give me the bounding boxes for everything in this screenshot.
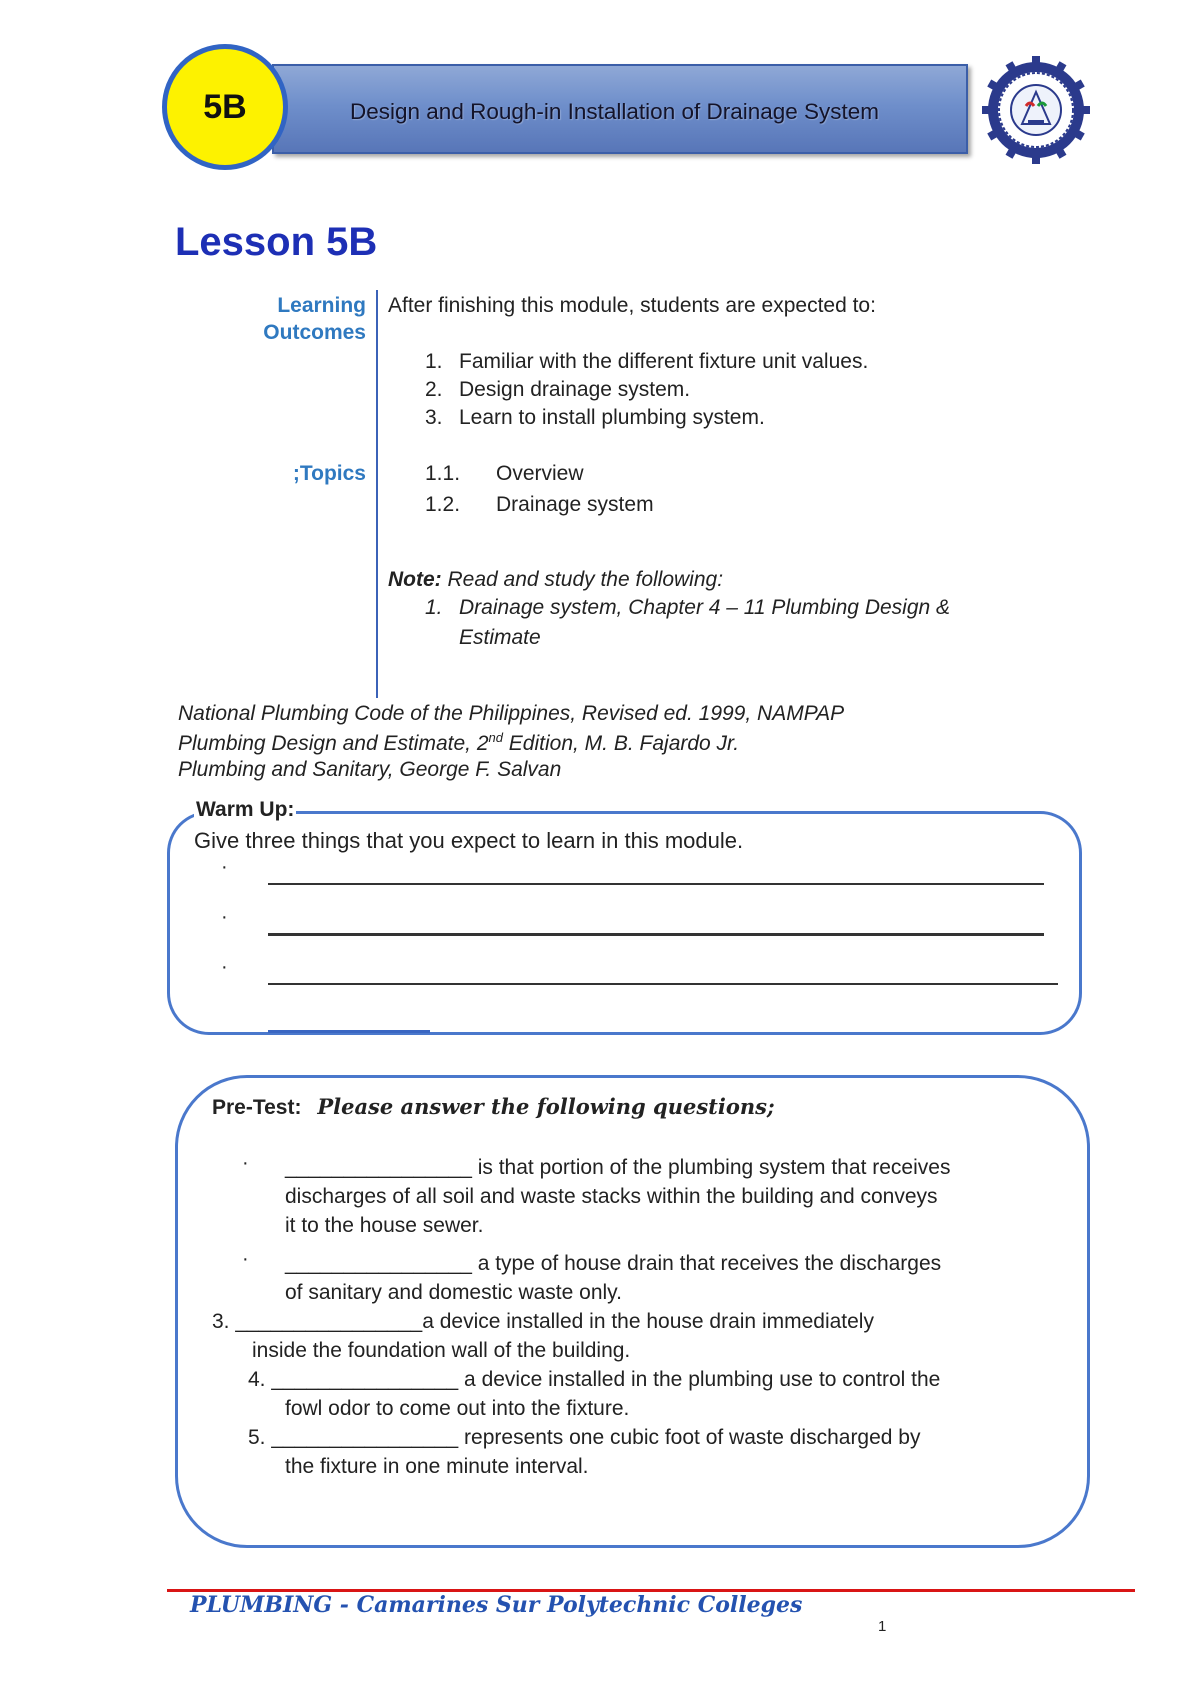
list-item-text: Overview: [496, 462, 584, 485]
question-5-line-2: the fixture in one minute interval.: [285, 1455, 589, 1478]
module-badge: 5B: [162, 44, 288, 170]
warm-up-title: Warm Up:: [196, 798, 295, 821]
reference-2-superscript: nd: [488, 730, 503, 745]
question-1-line-2: discharges of all soil and waste stacks within the building and conveys: [285, 1185, 938, 1208]
footer-text: PLUMBING - Camarines Sur Polytechnic Colleges: [190, 1592, 803, 1618]
list-number: 1.1.: [425, 462, 461, 485]
reference-1: National Plumbing Code of the Philippines, Revised ed. 1999, NAMPAP: [178, 702, 845, 725]
reference-3: Plumbing and Sanitary, George F. Salvan: [178, 758, 562, 781]
reference-2-main: Plumbing Design and Estimate, 2: [178, 732, 489, 755]
bullet: ·: [242, 1248, 249, 1270]
outcomes-intro: After finishing this module, students are expected to:: [388, 294, 876, 317]
bullet: ·: [221, 956, 228, 978]
college-seal-icon: [982, 56, 1090, 164]
reference-2: [178, 730, 739, 756]
note-item-text: Drainage system, Chapter 4 – 11 Plumbing Design &: [459, 596, 951, 619]
section-divider: [376, 290, 378, 698]
list-item-text: Drainage system: [496, 493, 654, 516]
note-line: [388, 568, 723, 592]
warm-up-prompt: Give three things that you expect to learn in this module.: [194, 828, 744, 853]
answer-line-2[interactable]: [268, 933, 1044, 936]
question-3-line-2: inside the foundation wall of the building.: [252, 1339, 631, 1362]
note-text: Read and study the following:: [447, 568, 724, 591]
learning-outcomes-label: Learning: [277, 294, 366, 317]
outcome-item-1: [425, 350, 868, 374]
answer-line-3[interactable]: [268, 983, 1058, 985]
question-5-line-1: 5. ________________ represents one cubic foot of waste discharged by: [248, 1426, 921, 1449]
topic-item-2: [425, 493, 654, 517]
question-4-line-2: fowl odor to come out into the fixture.: [285, 1397, 630, 1420]
pre-test-header: [212, 1094, 775, 1120]
pre-test-label: Pre-Test:: [212, 1096, 302, 1119]
list-item-text: Learn to install plumbing system.: [459, 406, 765, 429]
module-title: Design and Rough-in Installation of Drainage System: [350, 99, 880, 124]
note-item-continued: Estimate: [459, 626, 541, 649]
note-label: Note:: [388, 568, 442, 591]
list-item-text: Familiar with the different fixture unit values.: [459, 350, 869, 373]
reference-2-rest: Edition, M. B. Fajardo Jr.: [502, 732, 740, 755]
list-number: 1.2.: [425, 493, 461, 516]
bullet: ·: [221, 856, 228, 878]
list-number: 3.: [425, 406, 443, 429]
question-2-line-1: ________________ a type of house drain that receives the discharges: [285, 1252, 942, 1275]
lesson-title: Lesson 5B: [175, 220, 378, 264]
bullet: ·: [221, 906, 228, 928]
learning-outcomes-label-2: Outcomes: [263, 321, 366, 344]
question-2-line-2: of sanitary and domestic waste only.: [285, 1281, 622, 1304]
answer-line-1[interactable]: [268, 883, 1044, 885]
list-item-text: Design drainage system.: [459, 378, 691, 401]
list-number: 2.: [425, 378, 443, 401]
list-number: 1.: [425, 350, 443, 373]
outcome-item-3: [425, 406, 765, 430]
page-number: 1: [878, 1618, 887, 1635]
list-number: 1.: [425, 596, 443, 619]
question-1-line-1: ________________ is that portion of the plumbing system that receives: [285, 1156, 951, 1179]
question-4-line-1: 4. ________________ a device installed in the plumbing use to control the: [248, 1368, 941, 1391]
answer-line-4[interactable]: [268, 1030, 430, 1033]
outcome-item-2: [425, 378, 690, 402]
question-3-line-1: 3. ________________a device installed in the house drain immediately: [212, 1310, 874, 1333]
topics-label: ;Topics: [292, 462, 366, 485]
pre-test-instruction: Please answer the following questions;: [317, 1094, 775, 1119]
question-1-line-3: it to the house sewer.: [285, 1214, 484, 1237]
topic-item-1: [425, 462, 584, 486]
note-item: [425, 596, 950, 620]
bullet: ·: [242, 1152, 249, 1174]
